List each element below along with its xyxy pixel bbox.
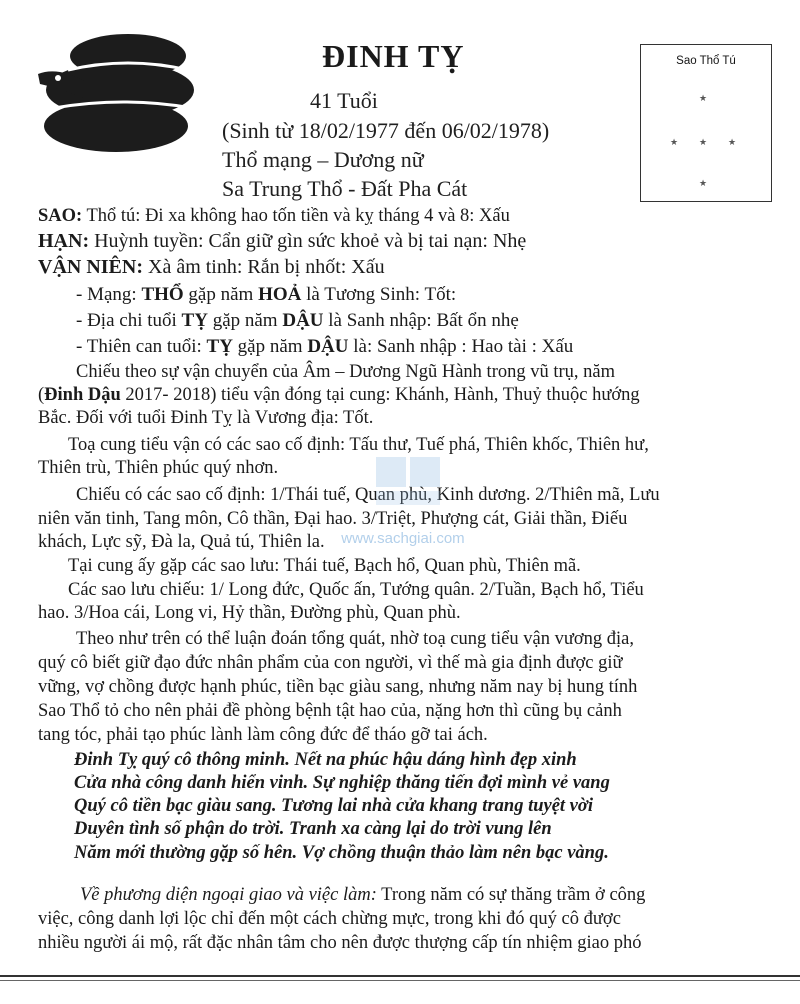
- element-line: Thổ mạng – Dương nữ: [222, 147, 424, 172]
- van-nien-line: VẬN NIÊN: Xà âm tinh: Rắn bị nhốt: Xấu: [38, 256, 385, 278]
- star-icon: ★: [699, 93, 708, 103]
- paragraph-line: Bắc. Đối với tuổi Đinh Tỵ là Vương địa: Tốt.: [38, 408, 374, 428]
- bottom-rule: [0, 975, 800, 977]
- poem-line: Quý cô tiền bạc giàu sang. Tương lai nhà cửa khang trang tuyệt vời: [74, 796, 593, 816]
- han-label: HẠN:: [38, 230, 90, 252]
- sao-line: SAO: Thổ tú: Đi xa không hao tốn tiền và kỵ tháng 4 và 8: Xấu: [38, 206, 510, 226]
- star-icon: ★: [699, 178, 708, 188]
- thien-can-line: - Thiên can tuổi: TỴ gặp năm DẬU là: Sanh nhập : Hao tài : Xấu: [76, 336, 574, 357]
- star-icon: ★: [670, 137, 679, 147]
- paragraph-line: Các sao lưu chiếu: 1/ Long đức, Quốc ấn, Tướng quân. 2/Tuần, Bạch hổ, Tiểu: [68, 580, 644, 600]
- poem-line: Duyên tình số phận do trời. Tranh xa càng lại do trời vung lên: [74, 819, 552, 839]
- poem-line: Đinh Tỵ quý cô thông minh. Nết na phúc hậu dáng hình đẹp xinh: [74, 750, 577, 770]
- paragraph-line: Chiếu theo sự vận chuyển của Âm – Dương Ngũ Hành trong vũ trụ, năm: [76, 362, 616, 382]
- nap-am-line: Sa Trung Thổ - Đất Pha Cát: [222, 176, 468, 201]
- dia-chi-line: - Địa chi tuổi TỴ gặp năm DẬU là Sanh nhập: Bất ổn nhẹ: [76, 310, 519, 331]
- sao-label: SAO:: [38, 206, 83, 226]
- birth-range: (Sinh từ 18/02/1977 đến 06/02/1978): [222, 118, 550, 143]
- age-line: 41 Tuổi: [310, 88, 378, 113]
- paragraph-line: nhiều người ái mộ, rất đặc nhân tâm cho nên được thượng cấp tín nhiệm giao phó: [38, 933, 642, 953]
- van-nien-label: VẬN NIÊN:: [38, 256, 143, 278]
- paragraph-line: Theo như trên có thể luận đoán tổng quát, nhờ toạ cung tiểu vận vương địa,: [76, 629, 634, 649]
- paragraph-line: Chiếu có các sao cố định: 1/Thái tuế, Quan phù, Kinh dương. 2/Thiên mã, Lưu: [76, 485, 660, 505]
- star-chart-caption: Sao Thổ Tú: [676, 55, 736, 67]
- star-chart-box: [640, 44, 772, 202]
- paragraph-line: Sao Thổ tỏ cho nên phải đề phòng bệnh tật hao của, nặng hơn thì cũng bụ cảnh: [38, 701, 622, 721]
- bottom-rule-thin: [0, 980, 800, 981]
- paragraph-line: vững, vợ chồng được hạnh phúc, tiền bạc giàu sang, nhưng năm nay bị hung tính: [38, 677, 638, 697]
- paragraph-line: (Đinh Dậu 2017- 2018) tiểu vận đóng tại cung: Khánh, Hành, Thuỷ thuộc hướng: [38, 385, 640, 405]
- star-icon: ★: [699, 137, 708, 147]
- paragraph-line: việc, công danh lợi lộc chỉ đến một cách chừng mực, trong khi đó quý cô được: [38, 909, 621, 929]
- menh-line: - Mạng: THỔ gặp năm HOẢ là Tương Sinh: Tốt:: [76, 284, 457, 305]
- paragraph-line: tang tóc, phải tạo phúc lành làm công đức để tháo gỡ tai ách.: [38, 725, 488, 745]
- han-line: HẠN: Huỳnh tuyền: Cẩn giữ gìn sức khoẻ và bị tai nạn: Nhẹ: [38, 230, 527, 252]
- paragraph-line: Toạ cung tiểu vận có các sao cố định: Tấu thư, Tuế phá, Thiên khốc, Thiên hư,: [68, 435, 649, 455]
- paragraph-line: niên văn tinh, Tang môn, Cô thần, Đại hao. 3/Triệt, Phượng cát, Giải thần, Điếu: [38, 509, 628, 529]
- watermark-text: www.sachgiai.com: [341, 530, 465, 547]
- paragraph-line: Về phương diện ngoại giao và việc làm: Trong năm có sự thăng trầm ở công: [80, 885, 646, 905]
- paragraph-line: Thiên trù, Thiên phúc quý nhơn.: [38, 458, 279, 478]
- paragraph-line: Tại cung ấy gặp các sao lưu: Thái tuế, Bạch hổ, Quan phù, Thiên mã.: [68, 556, 581, 576]
- snake-emblem: [28, 26, 206, 154]
- paragraph-line: khách, Lực sỹ, Đà la, Quả tú, Thiên la.: [38, 532, 325, 552]
- paragraph-line: quý cô biết giữ đạo đức nhân phẩm của con người, vì thế mà gia định được giữ: [38, 653, 623, 673]
- poem-line: Năm mới thường gặp số hên. Vợ chồng thuận thảo làm nên bạc vàng.: [74, 843, 609, 863]
- page-title: ĐINH TỴ: [322, 38, 465, 74]
- paragraph-line: hao. 3/Hoa cái, Long vi, Hỷ thần, Đường phù, Quan phù.: [38, 603, 461, 623]
- poem-line: Cửa nhà công danh hiển vinh. Sự nghiệp thăng tiến đợi mình vẻ vang: [74, 773, 610, 793]
- star-icon: ★: [728, 137, 737, 147]
